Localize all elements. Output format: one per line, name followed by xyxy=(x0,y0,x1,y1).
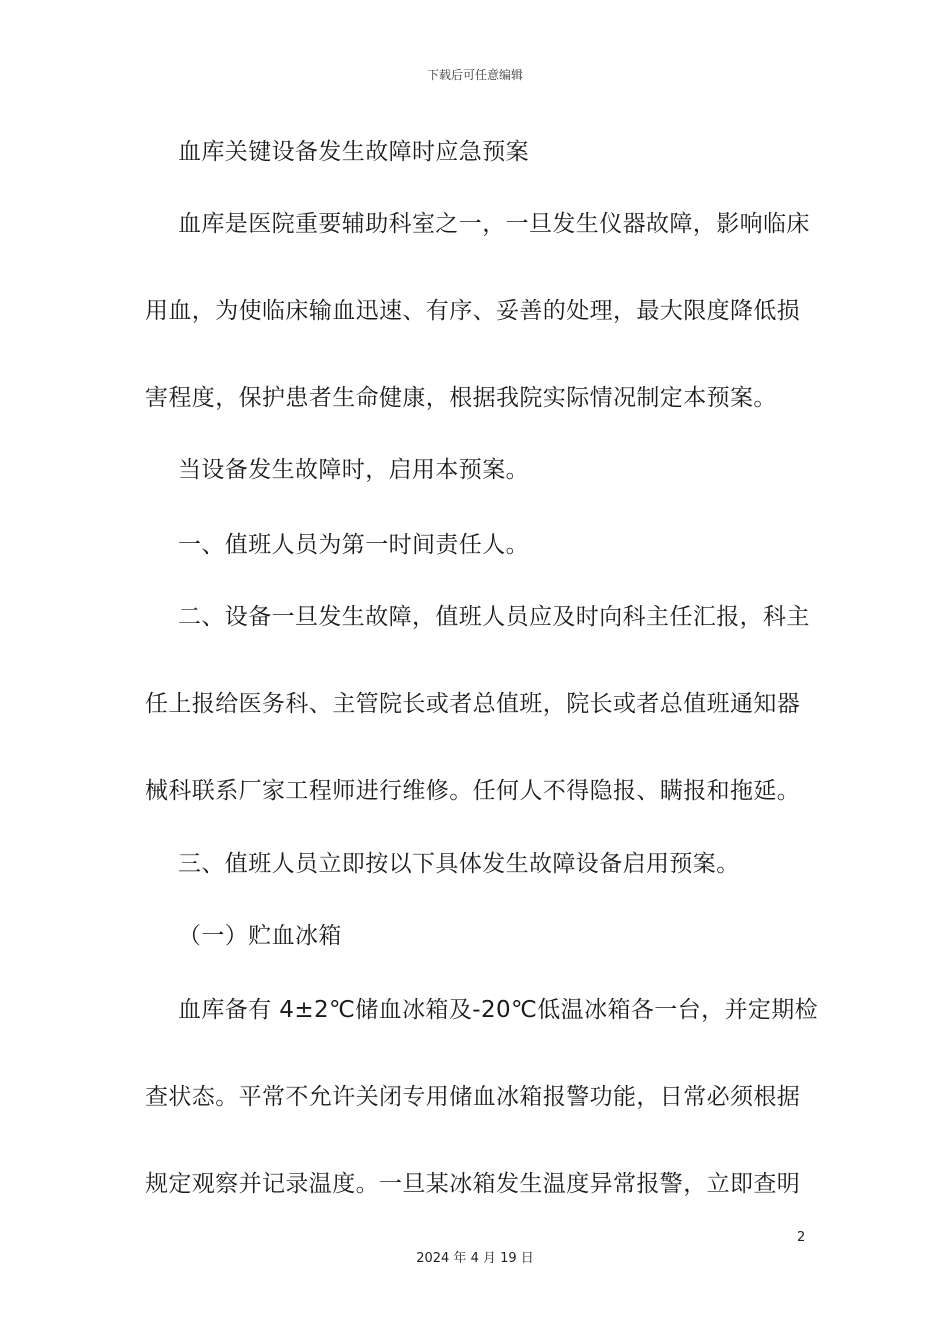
paragraph-line: 害程度，保护患者生命健康，根据我院实际情况制定本预案。 xyxy=(145,385,777,411)
header-note: 下载后可任意编辑 xyxy=(426,68,523,82)
paragraph-line: 一、值班人员为第一时间责任人。 xyxy=(178,532,529,558)
paragraph-line: 当设备发生故障时，启用本预案。 xyxy=(178,457,529,483)
paragraph-line: 二、设备一旦发生故障，值班人员应及时向科主任汇报，科主 xyxy=(178,604,810,630)
paragraph-line: 任上报给医务科、主管院长或者总值班，院长或者总值班通知器 xyxy=(145,691,801,717)
paragraph-line: 规定观察并记录温度。一旦某冰箱发生温度异常报警，立即查明 xyxy=(145,1171,801,1197)
section-heading: （一）贮血冰箱 xyxy=(178,923,342,949)
paragraph-line: 查状态。平常不允许关闭专用储血冰箱报警功能，日常必须根据 xyxy=(145,1084,801,1110)
paragraph-line: 血库备有 4±2℃储血冰箱及-20℃低温冰箱各一台，并定期检 xyxy=(178,997,819,1023)
footer-date: 2024 年 4 月 19 日 xyxy=(416,1251,534,1266)
paragraph-line: 三、值班人员立即按以下具体发生故障设备启用预案。 xyxy=(178,851,740,877)
paragraph-line: 血库是医院重要辅助科室之一，一旦发生仪器故障，影响临床 xyxy=(178,211,810,237)
paragraph-line: 械科联系厂家工程师进行维修。任何人不得隐报、瞒报和拖延。 xyxy=(145,778,801,804)
paragraph-line: 用血，为使临床输血迅速、有序、妥善的处理，最大限度降低损 xyxy=(145,298,801,324)
document-title: 血库关键设备发生故障时应急预案 xyxy=(178,139,529,165)
page-number: 2 xyxy=(797,1230,806,1245)
